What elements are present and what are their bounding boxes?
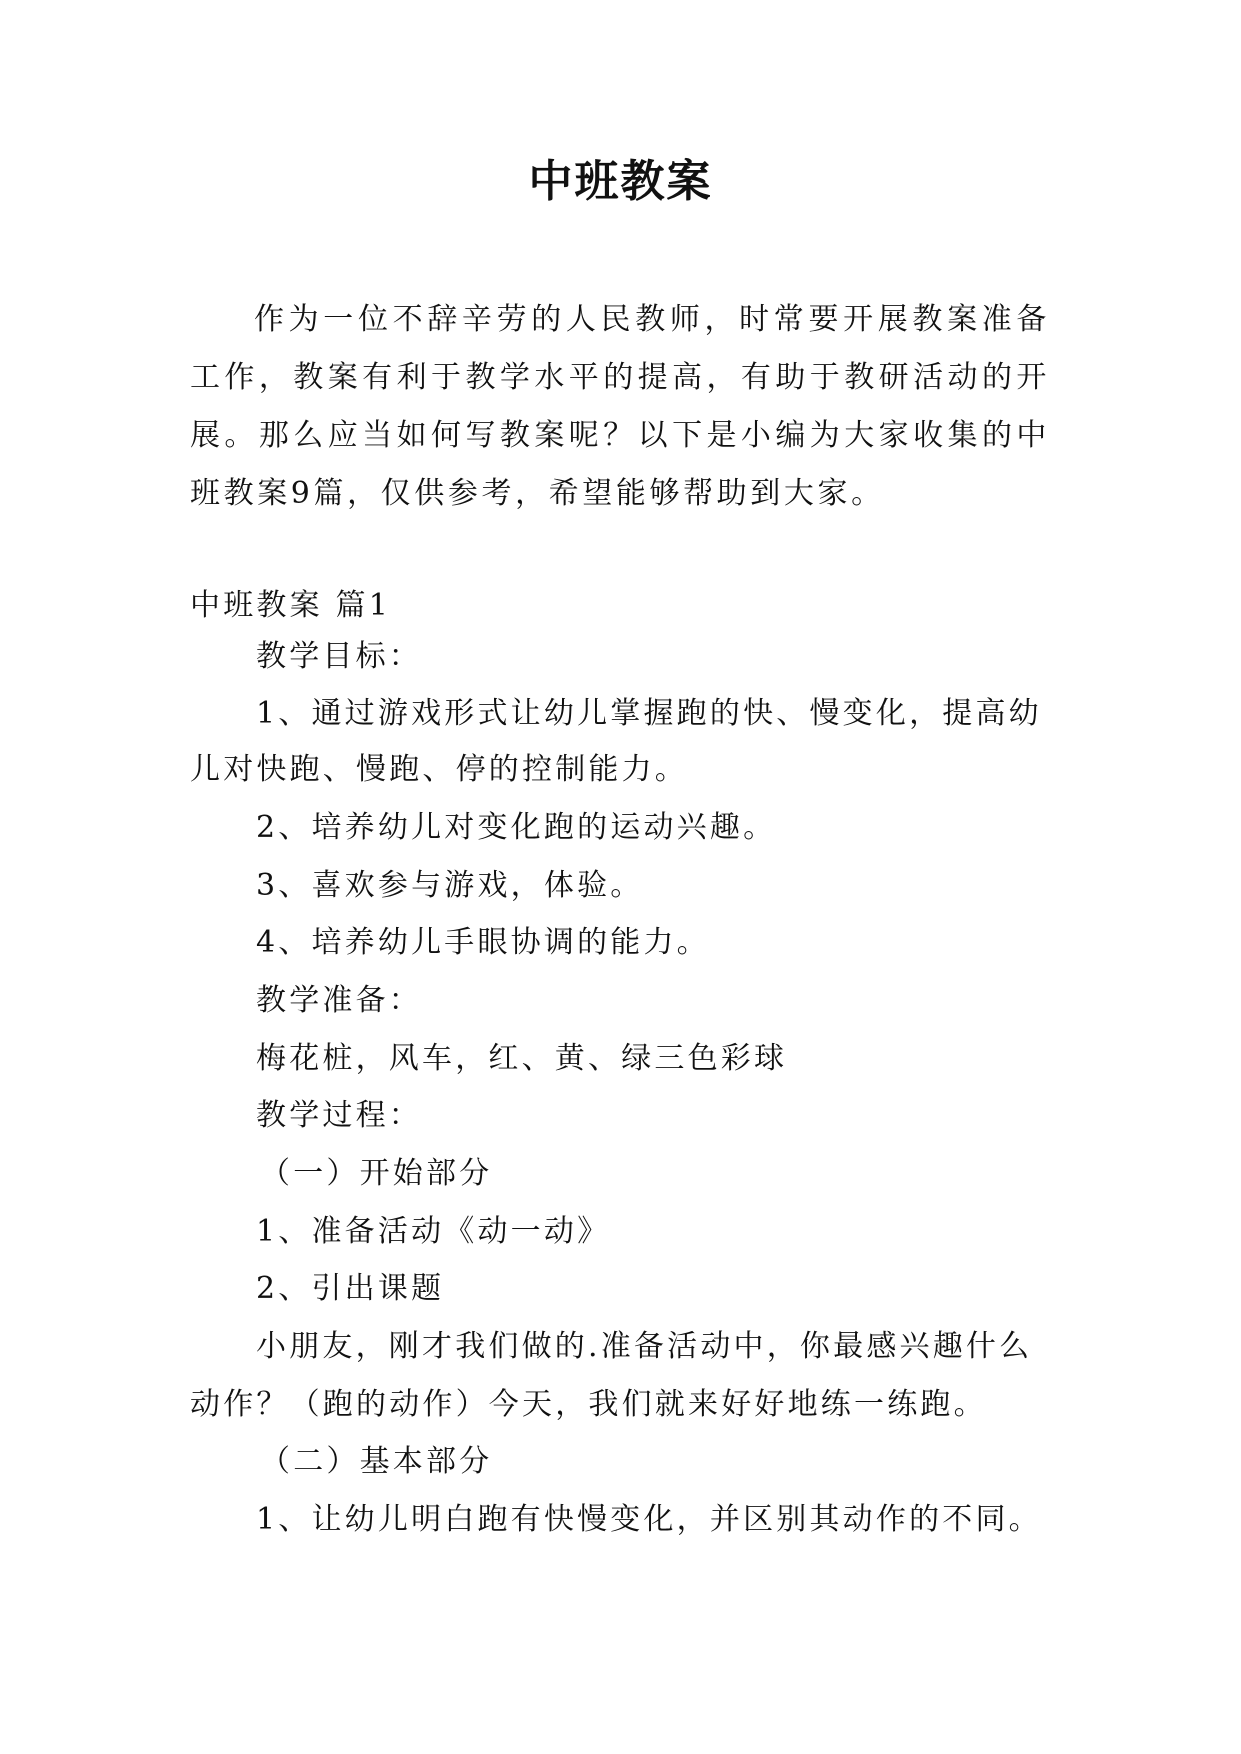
part-2-label: （二）基本部分: [260, 1444, 493, 1479]
document-title: 中班教案: [528, 156, 713, 207]
prep-items: 梅花桩，风车，红、黄、绿三色彩球: [256, 1041, 788, 1076]
goal-1-line-2: 儿对快跑、慢跑、停的控制能力。: [190, 752, 688, 787]
goals-label: 教学目标：: [256, 639, 422, 674]
goal-4: 4、培养幼儿手眼协调的能力。: [256, 925, 710, 960]
prep-label: 教学准备：: [256, 983, 422, 1018]
step-1: 1、准备活动《动一动》: [256, 1214, 611, 1249]
section-heading: 中班教案 篇1: [190, 588, 392, 623]
part-1-label: （一）开始部分: [260, 1156, 493, 1191]
paragraph-line-2: 动作？（跑的动作）今天，我们就来好好地练一练跑。: [190, 1387, 987, 1422]
part-2-step-1: 1、让幼儿明白跑有快慢变化，并区别其动作的不同。: [256, 1502, 1042, 1537]
goal-1-line-1: 1、通过游戏形式让幼儿掌握跑的快、慢变化，提高幼: [256, 696, 1042, 731]
intro-paragraph: 作为一位不辞辛劳的人民教师，时常要开展教案准备工作，教案有利于教学水平的提高，有助于教研活动的开展。那么应当如何写教案呢？以下是小编为大家收集的中班教案9篇，仅供参考，希望能够帮助到大家。: [190, 302, 1050, 511]
process-label: 教学过程：: [256, 1098, 422, 1133]
goal-2: 2、培养幼儿对变化跑的运动兴趣。: [256, 810, 777, 845]
step-2: 2、引出课题: [256, 1271, 445, 1306]
goal-3: 3、喜欢参与游戏，体验。: [256, 868, 644, 903]
paragraph-line-1: 小朋友，刚才我们做的.准备活动中，你最感兴趣什么: [256, 1329, 1033, 1364]
